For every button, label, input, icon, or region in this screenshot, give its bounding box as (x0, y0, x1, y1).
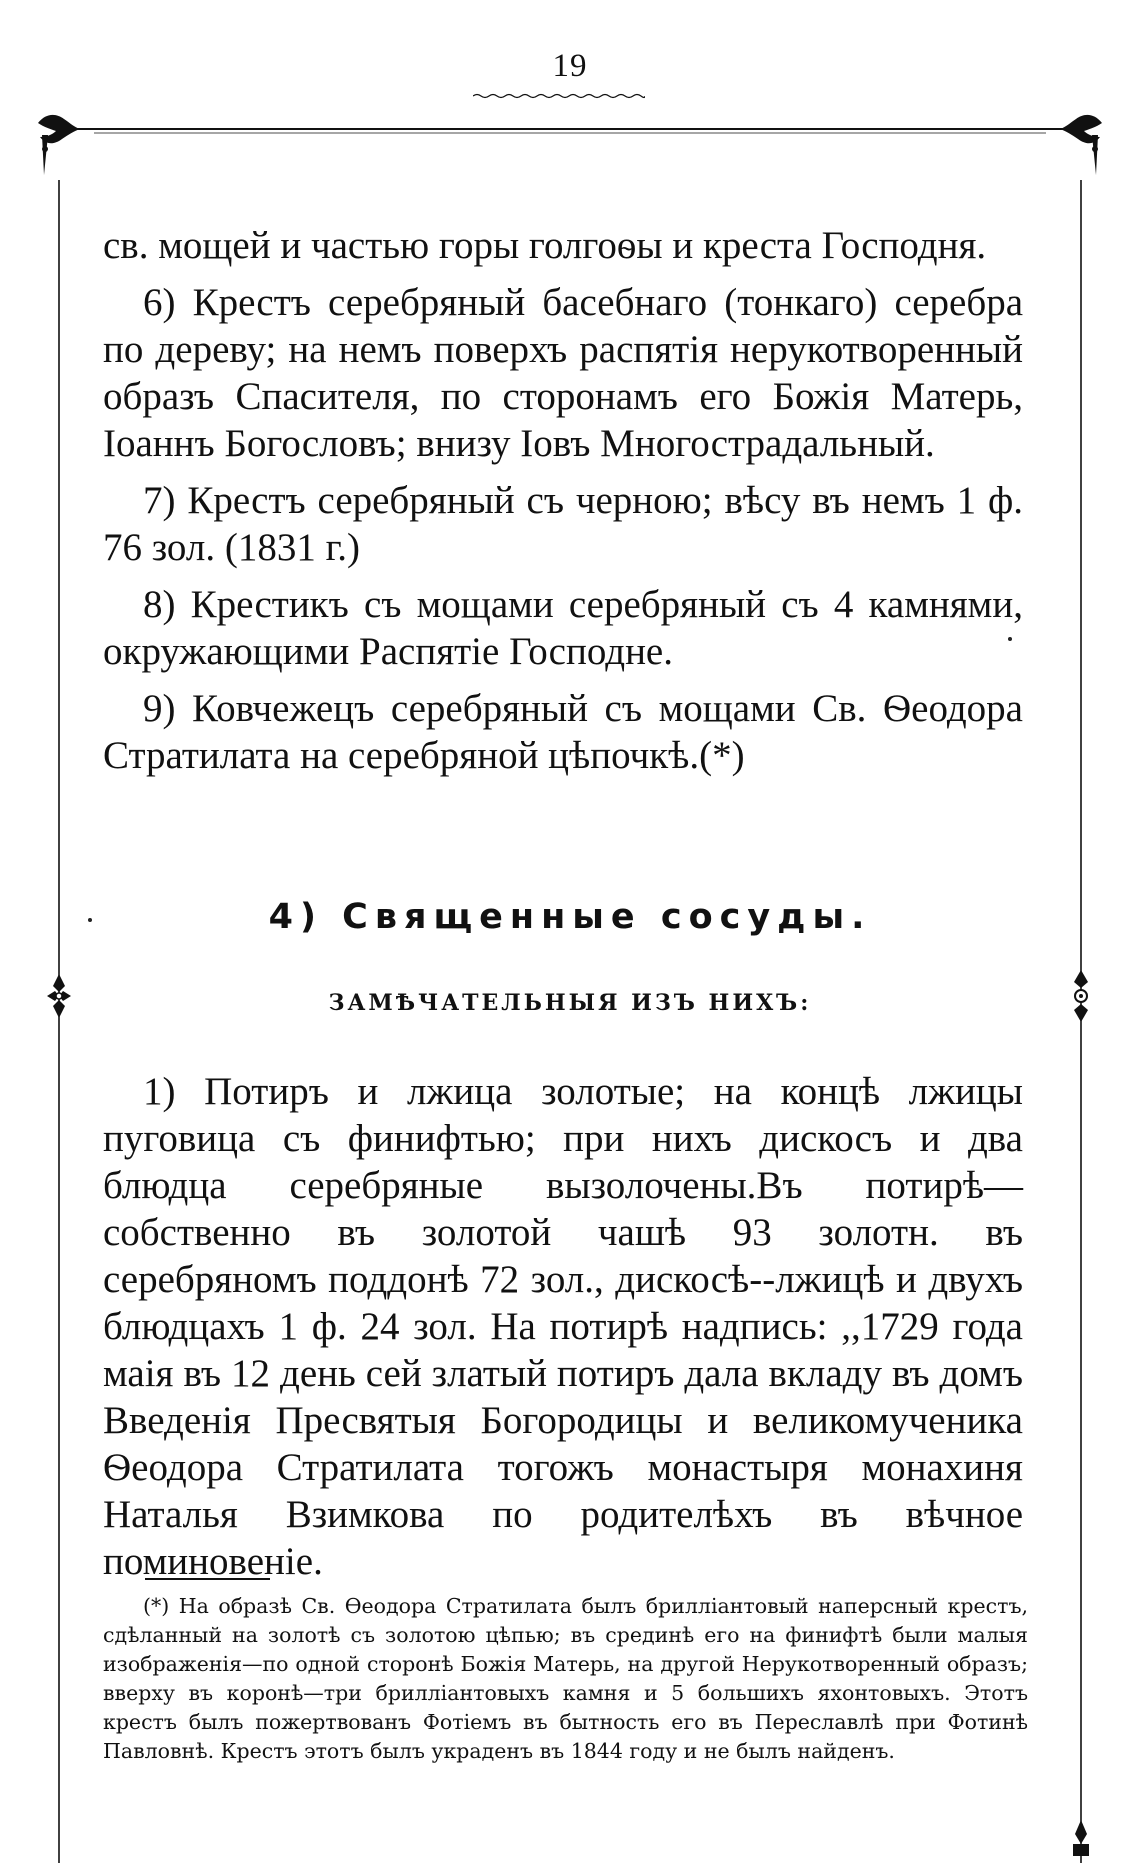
paragraph-item-7: 7) Крестъ серебряный съ черною; вѣсу въ немъ 1 ф. 76 зол. (1831 г.) (103, 479, 1023, 569)
section-subheading: ЗАМѢЧАТЕЛЬНЫЯ ИЗЪ НИХЪ: (328, 990, 812, 1016)
paragraph-item-9: 9) Ковчежецъ серебряный съ мощами Св. Ѳеодора Стратилата на серебряной цѣпочкѣ.(*) (103, 687, 1023, 777)
paragraph-vessel-1: 1) Потиръ и лжица золотые; на концѣ лжицы пуговица съ финифтью; при нихъ дискосъ и два блюдца серебряные вызолочены.Въ потирѣ—собственно въ золотой чашѣ 93 золотн. въ серебряномъ поддонѣ 72 зол., дискосѣ--лжицѣ и двухъ блюдцахъ 1 ф. 24 зол. На потирѣ надпись: ,,1729 года маія въ 12 день сей златый потиръ дала вкладу въ домъ Введенія Пресвятыя Богородицы и великомученика Ѳеодора Стратилата тогожъ монастыря монахиня Наталья Взимкова по родителѣхъ въ вѣчное поминовеніе. (103, 1070, 1023, 1583)
paragraph-item-8: 8) Крестикъ съ мощами серебряный съ 4 камнями, окружающими Распятіе Господне. (103, 583, 1023, 673)
footnote: (*) На образѣ Св. Ѳеодора Стратилата былъ брилліантовый наперсный крестъ, сдѣланный на золотѣ съ золотою цѣпью; въ срединѣ его на финифтѣ были малыя изображенія—по одной сторонѣ Божія Матерь, на другой Нерукотворенный образъ; вверху въ коронѣ—три брилліантовыхъ камня и 5 большихъ яхонтовыхъ. Этотъ крестъ былъ пожертвованъ Фотіемъ въ бытность его въ Переславлѣ при Фотинѣ Павловнѣ. Крестъ этотъ былъ украденъ въ 1844 году и не былъ найденъ. (103, 1594, 1028, 1763)
main-text (103, 222, 1023, 779)
items-text (103, 1068, 1023, 1585)
ornamental-frame-top (34, 105, 1106, 185)
stray-dot (1008, 637, 1012, 641)
paragraph-item-6: 6) Крестъ серебряный басебнаго (тонкаго) серебра по дереву; на немъ поверхъ распятія нерукотворенный образъ Спасителя, по сторонамъ его Божія Матерь, Іоаннъ Богословъ; внизу Іовъ Многострадальный. (103, 281, 1023, 465)
page-number-underline (473, 93, 645, 99)
section-heading: 4) Священные сосуды. (268, 897, 872, 937)
page-number: 19 (552, 48, 588, 84)
paragraph-continuation: св. мощей и частью горы голгоѳы и креста Господня. (103, 224, 987, 267)
footnote-divider (145, 1578, 270, 1580)
